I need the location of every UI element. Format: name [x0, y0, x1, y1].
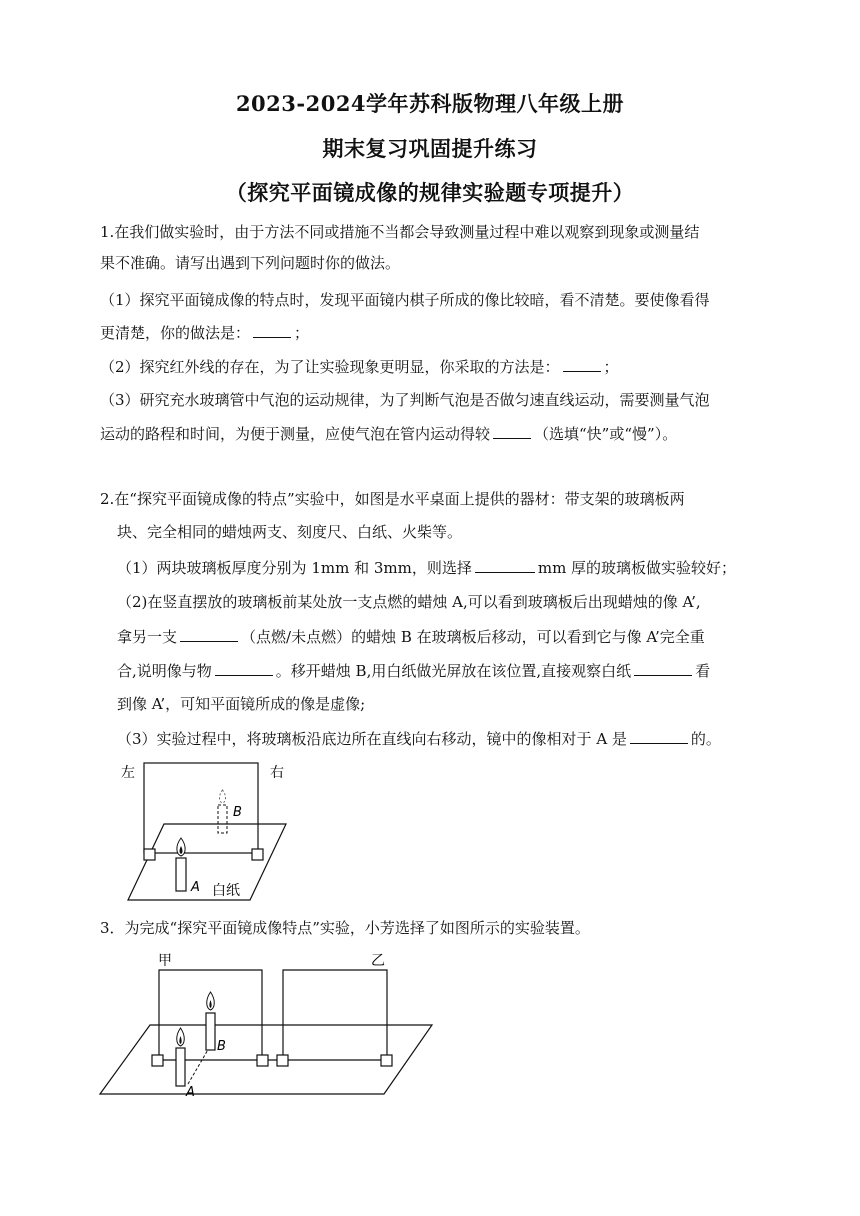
candle-b: [206, 1013, 215, 1050]
q2-part2-line4: 到像 A’，可知平面镜所成的像是虚像;: [117, 695, 366, 713]
q2-part1-line: [117, 557, 736, 578]
q1-part3-line2: [100, 423, 677, 444]
q1-part1-text: 更清楚，你的做法是：: [100, 324, 251, 342]
q1-part3-line1: （3）研究充水玻璃管中气泡的运动规律，为了判断气泡是否做匀速直线运动，需要测量气泡: [100, 391, 710, 409]
label-right: 右: [270, 765, 284, 781]
answer-blank[interactable]: [180, 626, 238, 642]
q2-part2-line2: [117, 626, 705, 647]
candle-a: [176, 1048, 185, 1086]
q2-part3-end: 的。: [690, 730, 721, 748]
answer-blank[interactable]: [475, 557, 535, 573]
answer-blank[interactable]: [215, 660, 273, 676]
doc-subtitle: 期末复习巩固提升练习: [322, 136, 538, 161]
answer-blank[interactable]: [493, 423, 531, 439]
q2-part2-text-a: 拿另一支: [117, 628, 178, 646]
answer-blank[interactable]: [253, 322, 291, 338]
q1-part1-line2: [100, 322, 309, 343]
q3-figure: [96, 948, 436, 1100]
doc-title: 2023-2024学年苏科版物理八年级上册: [235, 91, 625, 116]
q2-intro-line2: 块、完全相同的蜡烛两支、刻度尺、白纸、火柴等。: [117, 523, 463, 541]
q2-part2-text-b: （点燃/未点燃）的蜡烛 B 在玻璃板后移动，可以看到它与像 A’完全重: [241, 628, 705, 646]
q2-part2-text-e: 看: [695, 662, 711, 680]
tabletop: [128, 824, 286, 900]
label-yi: 乙: [371, 953, 385, 969]
glass-plate-yi: [283, 970, 387, 1056]
q2-part2-line1: （2)在竖直摆放的玻璃板前某处放一支点燃的蜡烛 A,可以看到玻璃板后出现蜡烛的像 A’,: [117, 593, 701, 611]
support-4: [381, 1055, 392, 1066]
candle-b: [218, 805, 227, 833]
q2-intro-line1: 2.在“探究平面镜成像的特点”实验中，如图是水平桌面上提供的器材：带支架的玻璃板两: [100, 490, 685, 508]
q2-part2-text-c: 合,说明像与物: [117, 662, 212, 680]
label-candle-b: B: [217, 1039, 226, 1054]
q1-intro-line2: 果不准确。请写出遇到下列问题时你的做法。: [100, 254, 401, 272]
q1-intro-line1: 1.在我们做实验时，由于方法不同或措施不当都会导致测量过程中难以观察到现象或测量结: [100, 223, 700, 241]
label-jia: 甲: [158, 953, 172, 969]
q1-part2-end: ；: [603, 358, 619, 376]
q2-part1-end: mm 厚的玻璃板做实验较好；: [537, 559, 737, 577]
q2-part3-text: （3）实验过程中，将玻璃板沿底边所在直线向右移动，镜中的像相对于 A 是: [117, 730, 627, 748]
label-white-paper: 白纸: [212, 883, 240, 899]
q1-part3-end: （选填“快”或“慢”）。: [534, 425, 678, 443]
right-support: [252, 849, 263, 860]
label-candle-a: A: [191, 880, 200, 895]
answer-blank[interactable]: [563, 356, 601, 372]
label-candle-a: A: [186, 1085, 195, 1100]
q3-intro-line: 3．为完成“探究平面镜成像特点”实验，小芳选择了如图所示的实验装置。: [100, 919, 590, 937]
q2-figure: [112, 758, 302, 903]
support-2: [257, 1055, 268, 1066]
q2-part1-text: （1）两块玻璃板厚度分别为 1mm 和 3mm，则选择: [117, 559, 472, 577]
connector-line: [188, 1048, 209, 1084]
q2-part3-line: [117, 728, 721, 749]
q1-part2-text: （2）探究红外线的存在，为了让实验现象更明显，你采取的方法是：: [100, 358, 560, 376]
q1-part1-line1: （1）探究平面镜成像的特点时，发现平面镜内棋子所成的像比较暗，看不清楚。要使像看得: [100, 291, 710, 309]
answer-blank[interactable]: [630, 728, 688, 744]
label-candle-b: B: [233, 805, 242, 820]
doc-topic: （探究平面镜成像的规律实验题专项提升）: [225, 180, 635, 205]
answer-blank[interactable]: [634, 660, 692, 676]
q2-part2-text-d: 。移开蜡烛 B,用白纸做光屏放在该位置,直接观察白纸: [275, 662, 632, 680]
q2-part2-line3: [117, 660, 710, 681]
q1-part2-line: [100, 356, 619, 377]
candle-a: [176, 858, 186, 891]
q1-part3-text: 运动的路程和时间，为便于测量，应使气泡在管内运动得较: [100, 425, 491, 443]
label-left: 左: [121, 765, 135, 781]
flame-image-icon: [219, 790, 225, 803]
left-support: [144, 849, 155, 860]
support-3: [277, 1055, 288, 1066]
q1-part1-end: ；: [294, 324, 310, 342]
support-1: [152, 1055, 163, 1066]
